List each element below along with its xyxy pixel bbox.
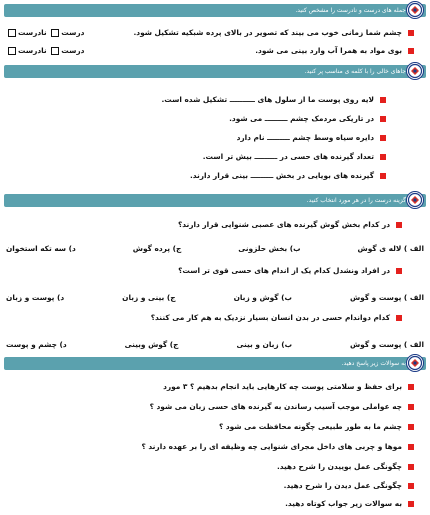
bullet-icon [408,501,414,507]
fill-item-3-text: دایره سیاه وسط چشم ـــــــــ نام دارد [236,133,374,142]
false-label: نادرست [18,46,47,55]
tf-choice-2 [6,44,84,57]
option-c[interactable]: ج) گوش وبینی [124,340,179,349]
q-item-2-text: چه عواملی موجب آسیب رساندن به گیرنده های حسی زبان می شود ؟ [149,402,402,411]
q-item-7 [6,497,414,510]
q-item-2 [6,400,414,413]
school-emblem-icon [406,354,424,372]
true-label: درست [61,46,85,55]
bullet-icon [408,384,414,390]
bullet-icon [380,154,386,160]
q-item-4-text: موها و چربی های داخل مجرای شنوایی چه وظیفه ای را بر عهده دارند ؟ [141,442,402,451]
bullet-icon [380,135,386,141]
option-b[interactable]: ب) گوش و زبان [233,293,292,302]
mcq-3-text: کدام دواندام حسی در بدن انسان بسیار نزدیک به هم کار می کنند؟ [150,313,390,322]
bullet-icon [408,483,414,489]
school-emblem-icon [406,1,424,19]
tf-item-2 [120,44,414,57]
section3-title: گزینه درست را در هر مورد انتخاب کنید. [306,197,406,204]
option-b[interactable]: ب) بخش حلزونی [238,244,301,253]
bullet-icon [408,464,414,470]
option-c[interactable]: ج) پرده گوش [132,244,182,253]
fill-item-3 [6,131,386,144]
q-item-3 [6,420,414,433]
bullet-icon [408,404,414,410]
bullet-icon [408,48,414,54]
mcq-3-options [6,338,424,351]
true-checkbox[interactable] [51,47,59,55]
bullet-icon [396,222,402,228]
school-emblem-icon [406,191,424,209]
option-c[interactable]: ج) بینی و زبان [122,293,176,302]
option-a[interactable]: الف ) پوست و گوش [349,293,424,302]
option-d[interactable]: د) چشم و پوست [6,340,67,349]
fill-item-4-text: تعداد گیرنده های حسی در ـــــــــ بیش تر است. [202,152,374,161]
option-d[interactable]: د) سه تکه استخوان [6,244,76,253]
school-emblem-icon [406,62,424,80]
fill-item-5-text: گیرنده های بویایی در بخش ـــــــــ بینی قرار دارند. [189,171,374,180]
mcq-1-text: در کدام بخش گوش گیرنده های عصبی شنوایی قرار دارند؟ [177,220,390,229]
option-a[interactable]: الف ) پوست و گوش [349,340,424,349]
option-b[interactable]: ب) زبان و بینی [236,340,293,349]
fill-item-2-text: در تاریکی مردمک چشم ـــــــــ می شود. [229,114,374,123]
bullet-icon [408,30,414,36]
fill-item-4 [6,150,386,163]
tf-item-2-text: بوی مواد به همرا آب وارد بینی می شود. [255,46,402,55]
true-checkbox[interactable] [51,29,59,37]
false-checkbox[interactable] [8,29,16,37]
tf-choice-1 [6,26,84,39]
section1-header [4,4,426,17]
bullet-icon [408,444,414,450]
section4-title: به سوالات زیر پاسخ دهید. [341,360,406,367]
bullet-icon [396,268,402,274]
q-item-3-text: چشم ما به طور طبیعی چگونه محافظت می شود ؟ [219,422,402,431]
section3-header [4,194,426,207]
fill-item-1-text: لایه روی پوست ما از سلول های ــــــــــ تشکیل شده است. [161,95,374,104]
bullet-icon [396,315,402,321]
q-item-1 [6,380,414,393]
mcq-2-question [6,264,402,277]
false-label: نادرست [18,28,47,37]
option-a[interactable]: الف ) لاله ی گوش [357,244,424,253]
mcq-2-options [6,291,424,304]
mcq-1-options [6,242,424,255]
tf-item-1-text: چشم شما زمانی خوب می بیند که تصویر در بالای پرده شبکیه تشکیل شود. [133,28,402,37]
section2-title: جاهای خالی را با کلمه ی مناسب پر کنید. [304,68,406,75]
tf-item-1 [120,26,414,39]
q-item-7-text: به سوالات زیر جواب کوتاه دهید. [285,499,402,508]
option-d[interactable]: د) پوست و زبان [6,293,65,302]
mcq-1-question [6,218,402,231]
fill-item-1 [6,93,386,106]
q-item-6 [6,479,414,492]
q-item-4 [6,440,414,453]
fill-item-5 [6,169,386,182]
false-checkbox[interactable] [8,47,16,55]
fill-item-2 [6,112,386,125]
bullet-icon [380,116,386,122]
true-label: درست [61,28,85,37]
bullet-icon [380,97,386,103]
q-item-5-text: چگونگی عمل بوییدن را شرح دهید. [276,462,402,471]
mcq-3-question [6,311,402,324]
mcq-2-text: در افراد ونشدل کدام یک از اندام های حسی قوی تر است؟ [178,266,390,275]
bullet-icon [408,424,414,430]
q-item-1-text: برای حفظ و سلامتی پوست چه کارهایی باید انجام بدهیم ؟ ۳ مورد [163,382,402,391]
bullet-icon [380,173,386,179]
q-item-6-text: چگونگی عمل دیدن را شرح دهید. [283,481,402,490]
section1-title: جمله های درست و نادرست را مشخص کنید. [295,7,406,14]
q-item-5 [6,460,414,473]
section4-header [4,357,426,370]
section2-header [4,65,426,78]
